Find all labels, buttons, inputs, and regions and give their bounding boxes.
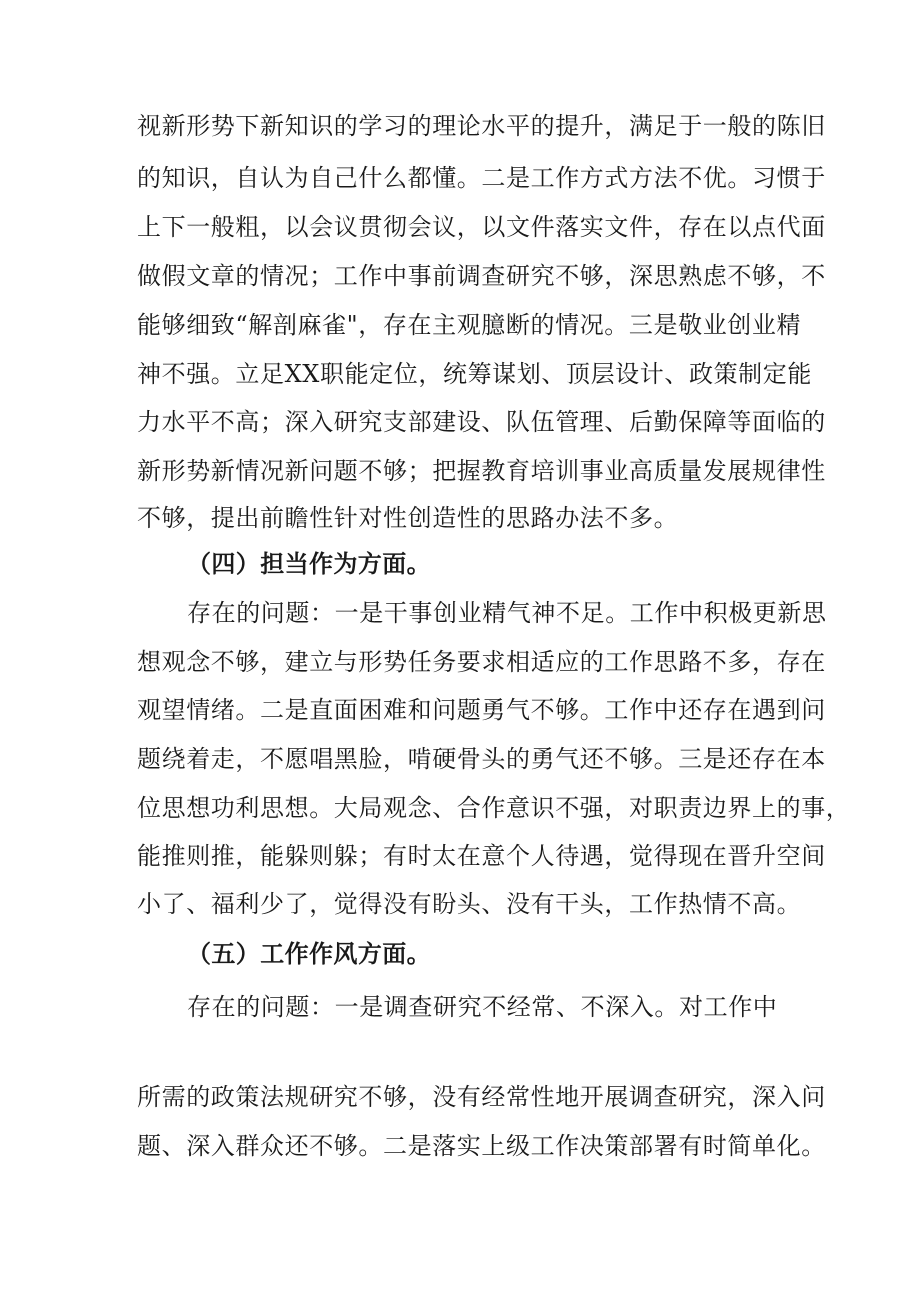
paragraph-line: 小了、福利少了，觉得没有盼头、没有干头，工作热情不高。 <box>137 890 802 918</box>
paragraph-line: 题、深入群众还不够。二是落实上级工作决策部署有时简单化。 <box>137 1132 826 1160</box>
section-heading-5: （五）工作作风方面。 <box>187 940 431 968</box>
paragraph-line: 能推则推，能躲则躲；有时太在意个人待遇，觉得现在晋升空间 <box>137 842 826 870</box>
paragraph-line: 上下一般粗，以会议贯彻会议，以文件落实文件，存在以点代面 <box>137 213 826 241</box>
paragraph-line: 的知识，自认为自己什么都懂。二是工作方式方法不优。习惯于 <box>137 164 826 192</box>
paragraph-line: 想观念不够，建立与形势任务要求相适应的工作思路不多，存在 <box>137 648 826 676</box>
paragraph-line: 存在的问题：一是调查研究不经常、不深入。对工作中 <box>187 993 778 1021</box>
paragraph-line: 做假文章的情况；工作中事前调查研究不够，深思熟虑不够，不 <box>137 262 826 290</box>
paragraph-line: 观望情绪。二是直面困难和问题勇气不够。工作中还存在遇到问 <box>137 696 826 724</box>
paragraph-line: 能够细致“解剖麻雀"，存在主观臆断的情况。三是敬业创业精 <box>137 311 802 339</box>
paragraph-line: 存在的问题：一是干事创业精气神不足。工作中积极更新思 <box>187 599 827 627</box>
paragraph-line: 视新形势下新知识的学习的理论水平的提升，满足于一般的陈旧 <box>137 112 826 140</box>
paragraph-line: 所需的政策法规研究不够，没有经常性地开展调查研究，深入问 <box>137 1083 826 1111</box>
paragraph-line: 题绕着走，不愿唱黑脸，啃硬骨头的勇气还不够。三是还存在本 <box>137 745 826 773</box>
paragraph-line: 位思想功利思想。大局观念、合作意识不强，对职责边界上的事， <box>137 794 851 822</box>
paragraph-line: 力水平不高；深入研究支部建设、队伍管理、后勤保障等面临的 <box>137 408 826 436</box>
section-heading-4: （四）担当作为方面。 <box>187 550 431 578</box>
paragraph-line: 神不强。立足XX职能定位，统筹谋划、顶层设计、政策制定能 <box>137 360 812 388</box>
paragraph-line: 新形势新情况新问题不够；把握教育培训事业高质量发展规律性 <box>137 457 826 485</box>
paragraph-line: 不够，提出前瞻性针对性创造性的思路办法不多。 <box>137 504 679 532</box>
